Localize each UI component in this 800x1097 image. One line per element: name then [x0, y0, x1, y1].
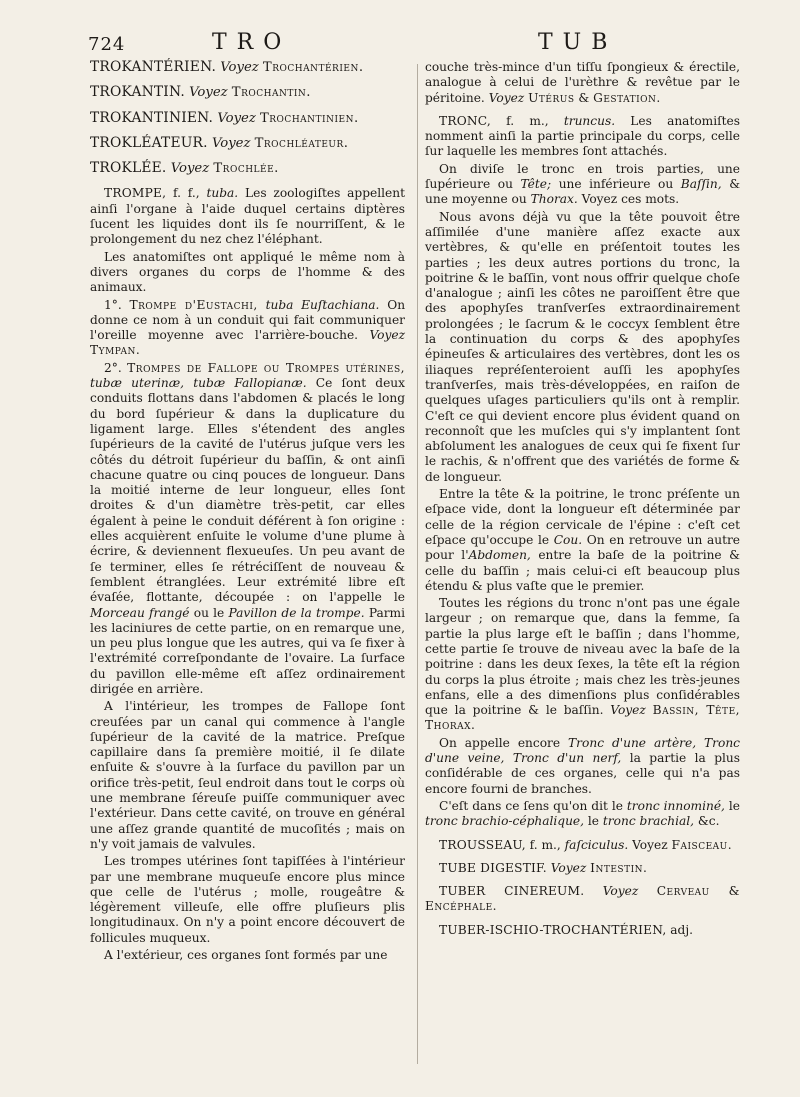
right-column — [425, 60, 740, 938]
paragraph: Nous avons déjà vu que la tête pouvoit être aſſimilée d'une manière aſſez exacte aux vertèbres, & qu'elle en préſentoit toutes les parties ; les deux autres portions du tronc, la poitrine & le baſſin, vont nous offrir quelque choſe d'analogue ; ainſi les côtes ne paroiſſent être que des apophyſes tranſverſes extraordinairement prolongées ; le ſacrum & le coccyx ſemblent être la continuation du corps & des apophyſes épineuſes & articulaires des vertèbres, dont les os iliaques repréſenteroient auſſi les apophyſes tranſverſes, mais très-développées, en raiſon de quelques uſages particuliers qu'ils ont à remplir. C'eſt ce qui devient encore plus évident quand on reconnoît que les muſcles qui s'y implantent ſont abſolument les analogues de ceux qui ſe fixent ſur le rachis, & n'offrent que des variétés de forme & de longueur. — [425, 209, 740, 484]
paragraph: A l'extérieur, ces organes ſont formés par une — [104, 948, 388, 963]
cross-reference: Cerveau & Encéphale. — [425, 884, 741, 914]
section-name: Trompes de Fallope ou Trompes utérines, — [127, 360, 406, 375]
text: Entre la tête & la poitrine, le tronc préſente un eſpace vide, dont la longueur eſt déterminée par celle de la région cervicale de l'épine : c'eſt cet eſpace qu'occupe le — [425, 487, 740, 547]
left-column — [90, 60, 405, 963]
term-italic: Cou. — [553, 532, 583, 547]
text: On en retrouve un autre pour l' — [425, 532, 741, 563]
text: & une moyenne ou — [425, 177, 741, 207]
text: On appelle encore — [439, 735, 561, 750]
see-label: Voyez — [602, 884, 639, 899]
spacer — [425, 853, 740, 861]
text: &c. — [697, 814, 720, 829]
section-number: 2°. — [104, 360, 122, 375]
section-text: Ce ſont deux conduits flottans dans l'abdomen & placés le long du bord ſupérieur & dans la duplicature du ligament large. Elles s'étendent des angles ſupérieurs de la cavité de l'utérus juſque vers les côtés du détroit ſupérieur du baſſin, & ont ainſi chacune quatre ou cinq pouces de longueur. Dans la moitié interne de leur longueur, elles ſont droites & d'un diamètre très-petit, car elles égalent à peine le conduit déférent à ſon origine : elles acquièrent enſuite le volume d'une plume à écrire, & deviennent flexueuſes. Un peu avant de ſe terminer, elles ſe rétréciſſent de nouveau & ſemblent étranglées. Leur extrémité libre eſt évaſée, flottante, découpée : on l'appelle le — [90, 376, 406, 605]
entry-text: Les zoologiſtes appellent ainſi l'organe à l'aide duquel certains diptères ſucent les liquides dont ils ſe nourriſſent, & le prolongement du nez chez l'éléphant. — [90, 186, 405, 247]
entry-term: TROKLÉE. — [90, 160, 167, 177]
entry-term: TROMPE, — [104, 186, 167, 201]
term-italic: tronc brachial, — [602, 814, 695, 829]
text: le — [728, 798, 740, 813]
paragraph — [425, 596, 740, 734]
cross-reference: Gestation. — [593, 90, 661, 105]
entry-troklee — [90, 161, 405, 176]
entry-text: couche très-mince d'un tiſſu ſpongieux & érectile, analogue à celui de l'urèthre & revêtue par le péritoine. — [425, 60, 740, 105]
page-header — [0, 24, 800, 64]
text: Toutes les régions du tronc n'ont pas une égale largeur ; on remarque que, dans la femme, ſa partie la plus large eſt le baſſin ; dans l'homme, cette partie ſe trouve de niveau avec la baſe de la poitrine : dans les deux ſexes, la tête eſt la région du corps la plus étroite ; mais chez les très-jeunes enfans, elle a des dimenſions plus conſidérables que la poitrine & le baſſin. — [425, 596, 740, 718]
text: la partie la plus conſidérable de ces organes, celle qui n'a pas encore fourni de branches. — [425, 751, 741, 796]
entry-trokantin — [90, 85, 405, 100]
entry-term: TROKANTINIEN. — [90, 109, 214, 126]
cross-reference: Bassin, Tête, Thorax. — [425, 703, 741, 733]
paragraph: Les trompes utérines ſont tapiſſées à l'intérieur par une membrane muqueuſe encore plus mince que celle de l'utérus ; molle, rougeâtre & légèrement villeuſe, elle offre pluſieurs plis longitudinaux. On n'y a point encore découvert de follicules muqueux. — [90, 854, 405, 945]
cross-reference: Faisceau. — [671, 837, 733, 852]
term-italic: tronc innominé, — [626, 798, 725, 813]
entry-term: TUBER-ISCHIO-TROCHANTÉRIEN, — [439, 922, 667, 937]
entry-term: TROUSSEAU, — [439, 837, 526, 852]
entry-tuber-ischio — [425, 923, 740, 938]
ampersand: & — [578, 90, 590, 105]
entry-gender: f. m., — [506, 113, 549, 128]
cross-reference: Trochlée. — [213, 161, 279, 177]
paragraph — [425, 799, 740, 830]
section-latin: tubæ Fallopianæ. — [193, 376, 307, 391]
entry-latin: truncus. — [563, 113, 616, 128]
cross-reference: Trochléateur. — [254, 135, 349, 151]
cross-reference: Utérus — [528, 90, 575, 105]
paragraph: A l'intérieur, les trompes de Fallope ſont creuſées par un canal qui commence à l'angle ſupérieur de la cavité de la matrice. Preſque capillaire dans ſa première moitié, il ſe dilate enſuite & s'ouvre à la ſurface du pavillon par un orifice très-petit, ſeul endroit dans tout le corps où une membrane ſéreuſe puiſſe communiquer avec l'extérieur. Dans cette cavité, on trouve en général une aſſez grande quantité de mucoſités ; mais on n'y voit jamais de valvules. — [90, 699, 405, 851]
see-label: Voyez — [610, 703, 646, 718]
text: C'eſt dans ce ſens qu'on dit le — [439, 798, 623, 813]
entry-term: TUBER CINEREUM. — [439, 884, 585, 899]
cross-reference: Trochantérien. — [262, 60, 364, 75]
entry-term: TRONC, — [439, 113, 491, 128]
text: entre la baſe de la poitrine & celle du baſſin ; mais celui-ci eſt beaucoup plus étendu & plus vaſte que le premier. — [425, 548, 740, 593]
section-number: 1°. — [104, 297, 122, 312]
entry-trokleateur — [90, 136, 405, 151]
paragraph — [425, 736, 740, 797]
entry-tronc — [425, 114, 740, 160]
term-italic: Baſſin, — [680, 177, 722, 192]
entry-term: TROKANTÉRIEN. — [90, 59, 217, 75]
entry-trousseau — [425, 838, 740, 853]
entry-tube-digestif — [425, 861, 740, 876]
section-text: On donne ce nom à un conduit qui fait communiquer l'oreille moyenne avec l'arrière-bouche. — [90, 297, 406, 343]
section-eustachi — [90, 298, 405, 359]
paragraph — [425, 487, 740, 594]
text: On diviſe le tronc en trois parties, une ſupérieure ou — [425, 161, 740, 192]
see-label: Voyez — [220, 60, 259, 75]
section-text: ou le — [193, 605, 225, 620]
entry-tail: adj. — [670, 922, 693, 937]
see-label: Voyez — [189, 85, 228, 101]
section-latin: tubæ uterinæ, — [90, 376, 185, 391]
see-label: Voyez — [211, 135, 251, 151]
spacer — [425, 830, 740, 838]
running-head-left: TRO — [212, 30, 292, 55]
section-name: Trompe d'Eustachi, — [129, 297, 258, 312]
term-italic: Pavillon de la trompe. — [228, 605, 365, 620]
column-rule — [417, 64, 418, 1064]
paragraph: Les anatomiſtes ont appliqué le même nom à divers organes du corps de l'homme & des animaux. — [90, 249, 405, 295]
see-label: Voyez — [170, 161, 210, 177]
see-label: Voyez — [488, 90, 525, 105]
entry-text: Les anatomiſtes nomment ainſi la partie principale du corps, celle ſur laquelle les membres ſont attachés. — [425, 113, 741, 159]
term-italic: Thorax. — [530, 192, 578, 207]
cross-reference: Tympan. — [90, 343, 141, 358]
see-label: Voyez — [550, 860, 587, 875]
cross-reference: Intestin. — [590, 860, 648, 875]
page-number: 724 — [88, 34, 126, 55]
term-italic: Tronc d'une artère, Tronc d'une veine, Tronc d'un nerf, — [425, 735, 740, 766]
continuation-paragraph — [425, 60, 740, 106]
entry-term: TUBE DIGESTIF. — [439, 860, 547, 875]
see-label: Voyez — [217, 110, 256, 126]
entry-term: TROKANTIN. — [90, 84, 185, 101]
entry-latin: faſciculus. — [564, 837, 629, 852]
see-label: Voyez — [632, 837, 668, 852]
section-fallope — [90, 361, 405, 698]
text: Voyez ces mots. — [581, 192, 680, 207]
entry-gender: f. f., — [173, 186, 200, 201]
running-head-right: TUB — [538, 30, 618, 55]
spacer — [425, 915, 740, 923]
text: une inférieure ou — [558, 177, 674, 192]
text: le — [587, 814, 600, 829]
cross-reference: Trochantinien. — [259, 110, 359, 126]
spacer — [425, 106, 740, 114]
paragraph — [425, 162, 740, 208]
section-latin: tuba Euſtachiana. — [265, 297, 380, 312]
cross-reference: Trochantin. — [231, 85, 311, 101]
term-italic: Tête; — [520, 177, 552, 192]
entry-gender: f. m., — [529, 837, 561, 852]
section-text: Parmi les laciniures de cette partie, on en remarque une, un peu plus longue que les autres, qui va ſe fixer à l'extrémité correſpondante de l'ovaire. La ſurface du pavillon elle-même eſt aſſez ordinairement dirigée en arrière. — [90, 605, 406, 696]
see-label: Voyez — [369, 328, 406, 343]
spacer — [425, 876, 740, 884]
term-italic: Abdomen, — [468, 548, 531, 563]
entry-tuber-cinereum — [425, 884, 740, 915]
entry-trokanterien — [90, 60, 405, 75]
entry-trokantinien — [90, 111, 405, 126]
term-italic: Morceau frangé — [90, 605, 190, 620]
term-italic: tronc brachio-céphalique, — [425, 814, 585, 829]
entry-latin: tuba. — [206, 186, 239, 201]
entry-term: TROKLÉATEUR. — [90, 134, 208, 151]
entry-trompe — [90, 186, 405, 247]
